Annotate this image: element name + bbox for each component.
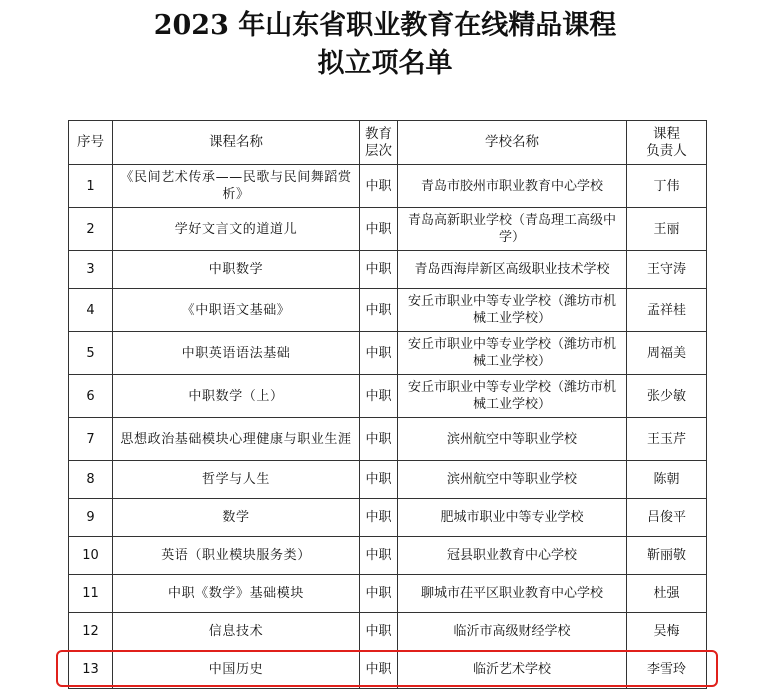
row-education-level: 中职 [360, 651, 398, 689]
row-education-level: 中职 [360, 332, 398, 375]
row-course-name: 学好文言文的道道儿 [113, 208, 360, 251]
row-index: 7 [69, 418, 113, 461]
row-education-level: 中职 [360, 461, 398, 499]
header-school-name: 学校名称 [398, 121, 627, 165]
row-course-owner: 孟祥桂 [627, 289, 707, 332]
row-school-name: 临沂市高级财经学校 [398, 613, 627, 651]
row-course-owner: 杜强 [627, 575, 707, 613]
row-education-level: 中职 [360, 537, 398, 575]
row-index: 11 [69, 575, 113, 613]
document-title-line1: 2023 年山东省职业教育在线精品课程 [153, 10, 617, 41]
row-index: 13 [69, 651, 113, 689]
row-index: 10 [69, 537, 113, 575]
table-row [69, 499, 707, 537]
row-school-name: 安丘市职业中等专业学校（潍坊市机械工业学校） [398, 332, 627, 375]
row-education-level: 中职 [360, 165, 398, 208]
row-course-name: 中职《数学》基础模块 [113, 575, 360, 613]
row-course-name: 数学 [113, 499, 360, 537]
course-list-table [68, 120, 707, 689]
document-title-line2: 拟立项名单 [317, 48, 453, 79]
row-school-name: 聊城市茌平区职业教育中心学校 [398, 575, 627, 613]
row-course-name: 信息技术 [113, 613, 360, 651]
row-school-name: 青岛西海岸新区高级职业技术学校 [398, 251, 627, 289]
row-course-owner: 王丽 [627, 208, 707, 251]
row-education-level: 中职 [360, 613, 398, 651]
table-row [69, 651, 707, 689]
row-education-level: 中职 [360, 375, 398, 418]
row-school-name: 滨州航空中等职业学校 [398, 461, 627, 499]
row-course-name: 哲学与人生 [113, 461, 360, 499]
header-owner-line1: 课程 [653, 125, 680, 142]
row-education-level: 中职 [360, 208, 398, 251]
header-index: 序号 [69, 121, 113, 165]
row-index: 8 [69, 461, 113, 499]
row-education-level: 中职 [360, 251, 398, 289]
row-course-owner: 王守涛 [627, 251, 707, 289]
row-course-name: 英语（职业模块服务类） [113, 537, 360, 575]
row-course-owner: 李雪玲 [627, 651, 707, 689]
row-school-name: 滨州航空中等职业学校 [398, 418, 627, 461]
row-school-name: 青岛高新职业学校（青岛理工高级中学） [398, 208, 627, 251]
row-course-name: 思想政治基础模块心理健康与职业生涯 [113, 418, 360, 461]
row-education-level: 中职 [360, 418, 398, 461]
row-course-owner: 张少敏 [627, 375, 707, 418]
row-course-owner: 陈朝 [627, 461, 707, 499]
header-level-line2: 层次 [365, 142, 392, 159]
row-index: 2 [69, 208, 113, 251]
table-row [69, 461, 707, 499]
row-index: 9 [69, 499, 113, 537]
row-course-owner: 靳丽敬 [627, 537, 707, 575]
table-row [69, 208, 707, 251]
row-school-name: 肥城市职业中等专业学校 [398, 499, 627, 537]
table-row [69, 289, 707, 332]
row-index: 6 [69, 375, 113, 418]
row-index: 5 [69, 332, 113, 375]
row-course-owner: 王玉芹 [627, 418, 707, 461]
row-course-name: 中职数学 [113, 251, 360, 289]
table-row [69, 332, 707, 375]
header-education-level [360, 121, 398, 165]
row-course-name: 《民间艺术传承——民歌与民间舞蹈赏析》 [113, 165, 360, 208]
row-index: 3 [69, 251, 113, 289]
row-course-name: 中国历史 [113, 651, 360, 689]
row-course-name: 《中职语文基础》 [113, 289, 360, 332]
row-school-name: 临沂艺术学校 [398, 651, 627, 689]
row-school-name: 青岛市胶州市职业教育中心学校 [398, 165, 627, 208]
table-row [69, 613, 707, 651]
header-course-owner [627, 121, 707, 165]
row-education-level: 中职 [360, 575, 398, 613]
row-education-level: 中职 [360, 499, 398, 537]
row-school-name: 安丘市职业中等专业学校（潍坊市机械工业学校） [398, 289, 627, 332]
row-education-level: 中职 [360, 289, 398, 332]
table-row [69, 537, 707, 575]
row-school-name: 冠县职业教育中心学校 [398, 537, 627, 575]
row-course-name: 中职数学（上） [113, 375, 360, 418]
table-header-row [69, 121, 707, 165]
row-course-owner: 吕俊平 [627, 499, 707, 537]
row-course-owner: 周福美 [627, 332, 707, 375]
table-row [69, 418, 707, 461]
row-course-owner: 吴梅 [627, 613, 707, 651]
row-school-name: 安丘市职业中等专业学校（潍坊市机械工业学校） [398, 375, 627, 418]
table-row [69, 575, 707, 613]
row-course-owner: 丁伟 [627, 165, 707, 208]
row-index: 4 [69, 289, 113, 332]
row-index: 12 [69, 613, 113, 651]
table-row [69, 375, 707, 418]
table-row [69, 165, 707, 208]
header-owner-line2: 负责人 [646, 142, 687, 159]
header-course-name: 课程名称 [113, 121, 360, 165]
row-course-name: 中职英语语法基础 [113, 332, 360, 375]
table-row [69, 251, 707, 289]
row-index: 1 [69, 165, 113, 208]
header-level-line1: 教育 [365, 125, 392, 142]
